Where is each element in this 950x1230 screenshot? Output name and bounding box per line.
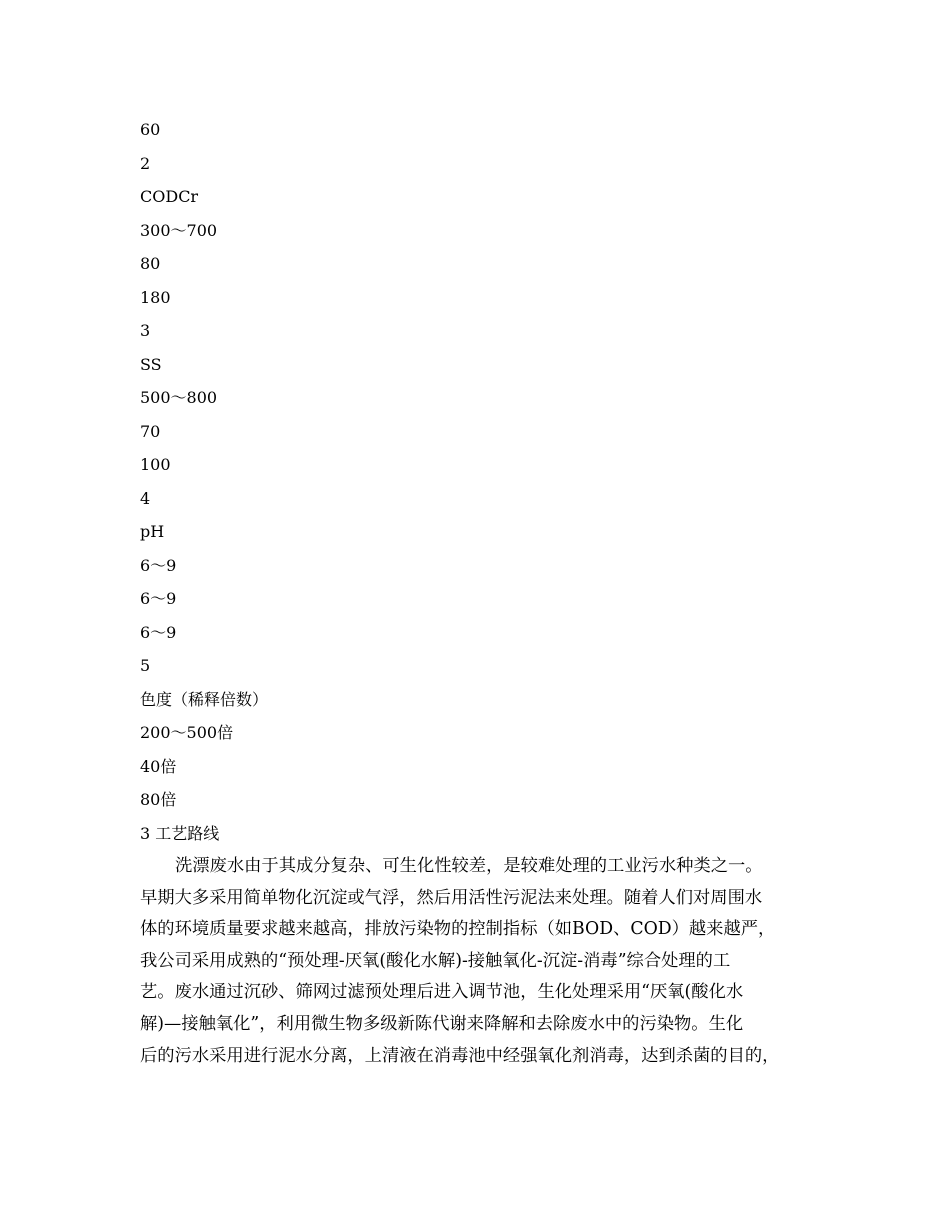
paragraph-line: 早期大多采用简单物化沉淀或气浮，然后用活性污泥法来处理。随着人们对周围水 [140, 887, 763, 908]
table-value: CODCr [140, 187, 199, 206]
table-value: 80 [140, 254, 161, 273]
table-value: pH [140, 522, 165, 541]
paragraph-line: 洗漂废水由于其成分复杂、可生化性较差，是较难处理的工业污水种类之一。 [175, 856, 763, 876]
paragraph-line: 我公司采用成熟的“预处理-厌氧(酸化水解)-接触氧化-沉淀-消毒”综合处理的工 [140, 950, 731, 971]
body-paragraph [140, 851, 828, 1072]
table-value: 5 [140, 656, 151, 675]
table-value: 500～800 [140, 388, 218, 407]
table-value: 6～9 [140, 622, 177, 642]
table-value: SS [140, 354, 162, 374]
table-value: 6～9 [140, 555, 177, 575]
table-value: 80倍 [140, 790, 177, 809]
table-value: 180 [140, 287, 171, 307]
table-value: 3 [140, 321, 151, 340]
section-heading: 3 工艺路线 [140, 824, 220, 843]
paragraph-line: 解)—接触氧化”，利用微生物多级新陈代谢来降解和去除废水中的污染物。生化 [140, 1013, 744, 1034]
paragraph-line: 艺。废水通过沉砂、筛网过滤预处理后进入调节池，生化处理采用“厌氧(酸化水 [140, 982, 744, 1003]
paragraph-line: 后的污水采用进行泥水分离，上清液在消毒池中经强氧化剂消毒，达到杀菌的目的， [140, 1045, 780, 1066]
table-value: 4 [140, 488, 151, 508]
table-value: 300～700 [140, 220, 218, 240]
table-value: 70 [140, 421, 161, 441]
table-value: 6～9 [140, 589, 177, 608]
table-value: 60 [140, 120, 161, 139]
table-values-list [140, 119, 840, 823]
table-value: 200～500倍 [140, 723, 234, 742]
table-value: 100 [140, 455, 171, 474]
table-value: 2 [140, 153, 151, 173]
table-value: 40倍 [140, 756, 177, 776]
table-value: 色度（稀释倍数） [140, 689, 269, 709]
paragraph-line: 体的环境质量要求越来越高，排放污染物的控制指标（如BOD、COD）越来越严， [140, 919, 776, 940]
